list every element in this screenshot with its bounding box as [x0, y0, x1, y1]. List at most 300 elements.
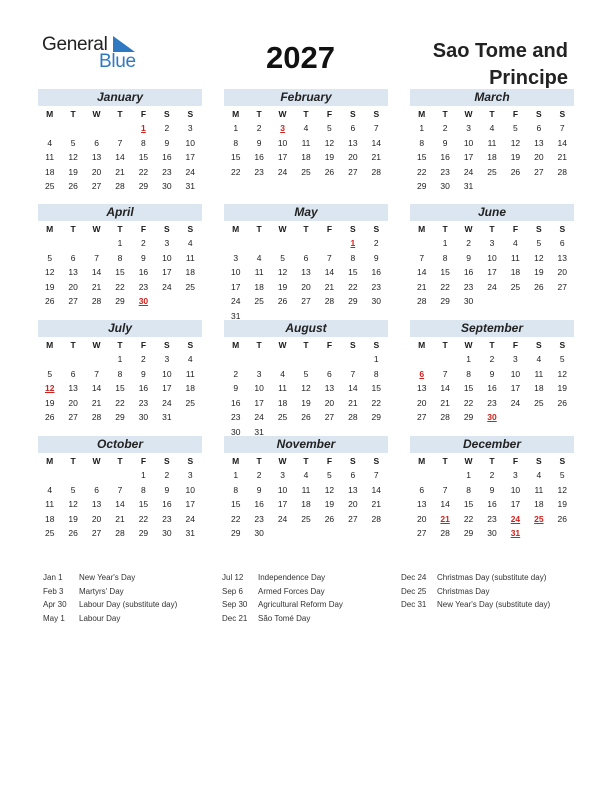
day-cell: 14 — [91, 383, 102, 393]
day-cell: 7 — [350, 368, 356, 379]
day-cell: 29 — [115, 296, 125, 306]
day-cell: 26 — [324, 166, 335, 177]
day-cell: 12 — [277, 267, 288, 277]
day-cell: 16 — [230, 397, 241, 408]
month-may — [224, 204, 388, 324]
weekday-label: M — [46, 340, 54, 350]
holiday-column — [43, 571, 177, 625]
day-cell: 23 — [254, 166, 264, 177]
day-cell: 12 — [557, 368, 568, 379]
day-cell: 28 — [440, 412, 450, 422]
day-cell: 21 — [115, 513, 125, 524]
holiday-entry — [401, 571, 550, 585]
empty-cell — [108, 121, 131, 136]
day-cell: 21 — [91, 281, 102, 292]
day-cell: 4 — [187, 238, 193, 248]
day-cell: 2 — [489, 470, 495, 480]
day-cell: 9 — [233, 383, 239, 393]
day-cell: 29 — [348, 296, 358, 306]
weekday-label: S — [536, 340, 542, 350]
day-cell: 24 — [185, 513, 196, 524]
month-name: May — [224, 204, 388, 221]
day-cell: 13 — [68, 267, 78, 277]
weekday-label: T — [256, 224, 262, 234]
day-cell: 21 — [115, 166, 125, 177]
day-cell: 16 — [162, 152, 172, 162]
day-cell: 16 — [440, 152, 450, 162]
holiday-date: Dec 24 — [401, 573, 427, 582]
day-cell: 6 — [327, 368, 332, 379]
day-cell: 8 — [442, 252, 448, 263]
day-cell: 11 — [301, 137, 311, 148]
month-february — [224, 89, 388, 209]
day-cell: 26 — [301, 412, 311, 422]
day-cell: 3 — [164, 354, 170, 364]
weekday-label: S — [373, 109, 380, 119]
day-cell: 14 — [440, 383, 450, 393]
day-cell: 20 — [348, 499, 358, 509]
day-cell: 19 — [557, 383, 568, 393]
day-cell: 26 — [68, 528, 78, 538]
month-march — [410, 89, 574, 209]
day-cell: 31 — [463, 181, 474, 191]
weekday-label: M — [418, 456, 426, 466]
day-cell: 15 — [416, 152, 427, 162]
day-cell: 16 — [371, 267, 382, 277]
day-cell: 20 — [416, 397, 427, 408]
day-cell: 5 — [70, 137, 76, 148]
day-cell: 25 — [185, 397, 196, 408]
day-cell: 13 — [534, 137, 544, 148]
day-cell: 15 — [371, 383, 382, 393]
day-cell: 22 — [138, 166, 149, 177]
weekday-label: S — [164, 109, 170, 119]
holiday-day: 1 — [350, 238, 356, 248]
day-cell: 14 — [115, 152, 125, 162]
day-grid — [224, 352, 388, 439]
day-cell: 27 — [416, 528, 427, 538]
day-cell: 16 — [463, 267, 474, 277]
empty-cell — [38, 236, 61, 251]
day-cell: 8 — [141, 137, 146, 148]
month-december — [410, 436, 574, 556]
day-cell: 3 — [280, 470, 285, 480]
weekday-label: S — [350, 340, 356, 350]
day-cell: 27 — [91, 181, 102, 191]
weekday-label: T — [442, 224, 448, 234]
day-cell: 13 — [416, 499, 427, 509]
day-cell: 7 — [419, 252, 425, 263]
day-cell: 20 — [324, 397, 335, 408]
day-cell: 19 — [324, 499, 335, 509]
month-name: July — [38, 320, 202, 337]
day-cell: 12 — [68, 499, 78, 509]
day-cell: 8 — [141, 484, 146, 495]
day-cell: 23 — [440, 166, 450, 177]
holiday-column — [222, 571, 343, 625]
day-cell: 20 — [557, 267, 568, 277]
day-cell: 21 — [324, 281, 335, 292]
day-cell: 28 — [440, 528, 450, 538]
day-cell: 18 — [301, 152, 311, 162]
day-cell: 8 — [350, 252, 356, 263]
year-title: 2027 — [266, 40, 335, 75]
day-cell: 14 — [348, 383, 358, 393]
day-cell: 28 — [371, 513, 382, 524]
weekday-label: T — [489, 109, 495, 119]
empty-cell — [341, 352, 364, 367]
day-cell: 5 — [280, 252, 285, 263]
weekday-label: M — [418, 109, 426, 119]
holiday-name: Agricultural Reform Day — [258, 600, 343, 609]
day-cell: 29 — [440, 296, 450, 306]
day-cell: 20 — [348, 152, 358, 162]
day-cell: 14 — [115, 499, 125, 509]
day-cell: 16 — [138, 267, 149, 277]
day-cell: 20 — [416, 513, 427, 524]
empty-cell — [271, 352, 294, 367]
day-cell: 6 — [559, 238, 565, 248]
day-cell: 12 — [301, 383, 311, 393]
day-cell: 18 — [534, 499, 544, 509]
day-cell: 31 — [230, 310, 241, 321]
day-cell: 26 — [44, 296, 55, 306]
day-grid — [224, 468, 388, 541]
day-cell: 6 — [94, 137, 99, 148]
weekday-label: T — [303, 109, 309, 119]
holiday-date: Jan 1 — [43, 573, 63, 582]
day-cell: 18 — [185, 383, 196, 393]
weekday-label: S — [536, 109, 542, 119]
day-cell: 31 — [162, 412, 172, 422]
day-cell: 29 — [371, 412, 382, 422]
weekday-label: T — [70, 456, 76, 466]
day-cell: 20 — [91, 513, 102, 524]
weekday-label: T — [256, 340, 262, 350]
day-cell: 23 — [162, 166, 172, 177]
empty-cell — [271, 236, 294, 251]
holiday-name: São Tomé Day — [258, 613, 311, 623]
day-cell: 6 — [70, 252, 76, 263]
day-cell: 7 — [117, 137, 123, 148]
month-name: January — [38, 89, 202, 106]
weekday-label: W — [278, 224, 287, 234]
day-cell: 22 — [463, 397, 474, 408]
day-cell: 15 — [440, 267, 450, 277]
day-cell: 21 — [371, 499, 382, 509]
day-cell: 15 — [115, 267, 125, 277]
month-april — [38, 204, 202, 324]
day-cell: 11 — [45, 499, 55, 509]
day-cell: 2 — [489, 354, 495, 364]
day-cell: 25 — [185, 281, 196, 292]
day-cell: 8 — [117, 368, 123, 379]
holiday-entry — [43, 571, 177, 585]
day-cell: 11 — [254, 267, 264, 277]
day-cell: 7 — [373, 123, 379, 133]
day-cell: 8 — [466, 484, 471, 495]
day-cell: 11 — [45, 152, 55, 162]
weekday-label: S — [559, 224, 566, 234]
weekday-header — [38, 222, 202, 236]
weekday-label: S — [373, 456, 380, 466]
weekday-label: M — [232, 109, 240, 119]
day-cell: 25 — [301, 166, 311, 177]
day-cell: 26 — [557, 397, 568, 408]
day-cell: 1 — [373, 354, 379, 364]
day-cell: 17 — [277, 499, 288, 509]
day-cell: 5 — [47, 368, 53, 379]
day-cell: 24 — [277, 513, 288, 524]
day-cell: 15 — [348, 267, 358, 277]
day-cell: 17 — [487, 267, 497, 277]
day-cell: 1 — [233, 470, 239, 480]
day-cell: 1 — [419, 123, 425, 133]
day-cell: 7 — [94, 252, 99, 263]
holiday-day: 6 — [419, 368, 425, 379]
month-august — [224, 320, 388, 440]
day-cell: 19 — [510, 152, 521, 162]
day-cell: 2 — [233, 368, 239, 379]
empty-cell — [224, 236, 247, 251]
holiday-day: 31 — [510, 528, 521, 538]
weekday-label: S — [350, 224, 356, 234]
holiday-entry — [401, 585, 550, 599]
day-cell: 17 — [254, 397, 264, 408]
day-cell: 7 — [442, 484, 448, 495]
day-cell: 8 — [419, 137, 425, 148]
holiday-entry — [43, 598, 177, 612]
weekday-label: T — [117, 224, 123, 234]
day-cell: 30 — [254, 528, 264, 538]
day-cell: 8 — [373, 368, 379, 379]
holiday-entry — [222, 571, 343, 585]
empty-cell — [85, 468, 108, 483]
day-cell: 4 — [513, 238, 518, 248]
month-name: December — [410, 436, 574, 453]
day-cell: 10 — [230, 267, 241, 277]
day-cell: 24 — [162, 397, 172, 408]
day-cell: 14 — [371, 137, 382, 148]
day-cell: 4 — [187, 354, 193, 364]
weekday-label: T — [70, 340, 76, 350]
day-cell: 18 — [301, 499, 311, 509]
day-cell: 5 — [513, 123, 518, 133]
day-cell: 20 — [534, 152, 544, 162]
day-cell: 2 — [164, 470, 170, 480]
day-cell: 10 — [510, 484, 521, 495]
weekday-label: W — [278, 340, 287, 350]
day-cell: 29 — [463, 528, 474, 538]
day-cell: 16 — [138, 383, 149, 393]
month-september — [410, 320, 574, 440]
day-cell: 3 — [513, 354, 518, 364]
day-cell: 11 — [487, 137, 497, 148]
day-grid — [38, 352, 202, 425]
weekday-label: T — [489, 456, 495, 466]
day-cell: 29 — [115, 412, 125, 422]
day-cell: 12 — [44, 267, 55, 277]
day-cell: 18 — [185, 267, 196, 277]
day-cell: 13 — [348, 484, 358, 495]
holiday-entry — [222, 585, 343, 599]
day-cell: 28 — [115, 181, 125, 191]
day-cell: 27 — [348, 513, 358, 524]
day-cell: 22 — [138, 513, 149, 524]
holiday-name: Armed Forces Day — [258, 586, 325, 596]
weekday-label: M — [418, 224, 426, 234]
day-cell: 12 — [510, 137, 521, 148]
day-cell: 5 — [327, 123, 332, 133]
day-cell: 13 — [91, 499, 102, 509]
weekday-label: F — [140, 456, 147, 466]
day-cell: 2 — [141, 354, 146, 364]
weekday-label: W — [92, 456, 101, 466]
weekday-label: F — [140, 340, 147, 350]
holiday-day: 3 — [280, 123, 285, 133]
weekday-header — [410, 222, 574, 236]
day-cell: 9 — [466, 252, 471, 263]
day-cell: 30 — [230, 426, 241, 437]
empty-cell — [318, 352, 341, 367]
day-cell: 10 — [510, 368, 521, 379]
day-cell: 10 — [463, 137, 474, 148]
day-cell: 6 — [350, 470, 356, 480]
day-cell: 15 — [230, 499, 241, 509]
holiday-entry — [43, 612, 177, 626]
day-cell: 30 — [487, 528, 497, 538]
weekday-label: F — [326, 456, 333, 466]
day-cell: 13 — [557, 252, 568, 263]
day-cell: 6 — [70, 368, 76, 379]
day-grid — [38, 236, 202, 309]
day-cell: 9 — [489, 484, 495, 495]
holiday-day: 25 — [534, 513, 544, 524]
weekday-label: W — [464, 456, 473, 466]
day-cell: 13 — [91, 152, 102, 162]
weekday-label: S — [559, 109, 566, 119]
weekday-header — [38, 454, 202, 468]
day-cell: 14 — [91, 267, 102, 277]
weekday-label: M — [232, 340, 240, 350]
weekday-label: S — [536, 456, 542, 466]
weekday-label: M — [418, 340, 426, 350]
weekday-label: S — [373, 340, 380, 350]
day-cell: 6 — [350, 123, 356, 133]
weekday-label: W — [92, 340, 101, 350]
day-cell: 27 — [416, 412, 427, 422]
day-cell: 22 — [115, 397, 125, 408]
day-cell: 17 — [510, 383, 521, 393]
day-cell: 17 — [185, 499, 196, 509]
day-cell: 2 — [141, 238, 146, 248]
weekday-label: T — [70, 109, 76, 119]
day-cell: 5 — [327, 470, 332, 480]
weekday-label: W — [278, 456, 287, 466]
day-cell: 10 — [277, 484, 288, 495]
day-cell: 12 — [557, 484, 568, 495]
day-cell: 18 — [510, 267, 521, 277]
day-cell: 16 — [254, 499, 264, 509]
day-cell: 4 — [536, 470, 542, 480]
day-cell: 9 — [164, 484, 170, 495]
weekday-label: F — [326, 224, 333, 234]
empty-cell — [61, 468, 84, 483]
holiday-entry — [222, 612, 343, 626]
day-cell: 7 — [94, 368, 99, 379]
weekday-label: T — [489, 224, 495, 234]
day-cell: 30 — [162, 181, 172, 191]
weekday-header — [224, 107, 388, 121]
day-cell: 21 — [371, 152, 382, 162]
day-cell: 28 — [324, 296, 335, 306]
day-grid — [224, 121, 388, 179]
empty-cell — [85, 352, 108, 367]
day-cell: 15 — [463, 383, 474, 393]
day-cell: 3 — [233, 252, 239, 263]
day-cell: 19 — [534, 267, 544, 277]
weekday-label: S — [350, 456, 356, 466]
day-cell: 15 — [138, 152, 149, 162]
holiday-day: 21 — [440, 513, 450, 524]
holiday-name: Independence Day — [258, 573, 326, 582]
country-line-1: Sao Tome and — [432, 40, 568, 62]
holiday-day: 30 — [487, 412, 497, 422]
day-cell: 28 — [348, 412, 358, 422]
day-cell: 8 — [117, 252, 123, 263]
weekday-label: S — [559, 456, 566, 466]
day-grid — [410, 468, 574, 541]
day-cell: 27 — [324, 412, 335, 422]
holiday-date: Sep 30 — [222, 600, 248, 609]
day-cell: 23 — [162, 513, 172, 524]
logo-word-general: General — [42, 34, 108, 55]
empty-cell — [85, 236, 108, 251]
day-cell: 7 — [117, 484, 123, 495]
day-cell: 20 — [91, 166, 102, 177]
day-cell: 2 — [466, 238, 471, 248]
day-cell: 26 — [324, 513, 335, 524]
empty-cell — [410, 236, 433, 251]
day-cell: 14 — [371, 484, 382, 495]
day-cell: 8 — [466, 368, 471, 379]
day-cell: 27 — [534, 166, 544, 177]
day-cell: 20 — [68, 397, 78, 408]
day-cell: 17 — [185, 152, 196, 162]
holiday-name: New Year's Day — [79, 573, 136, 582]
day-cell: 29 — [463, 412, 474, 422]
day-cell: 25 — [44, 528, 55, 538]
day-cell: 9 — [164, 137, 170, 148]
day-cell: 2 — [256, 470, 262, 480]
holiday-date: Apr 30 — [43, 600, 67, 609]
day-cell: 13 — [301, 267, 311, 277]
day-cell: 26 — [277, 296, 288, 306]
day-cell: 4 — [280, 368, 285, 379]
month-name: February — [224, 89, 388, 106]
day-cell: 10 — [277, 137, 288, 148]
weekday-label: W — [464, 340, 473, 350]
day-cell: 10 — [162, 252, 172, 263]
empty-cell — [247, 352, 270, 367]
day-cell: 31 — [185, 528, 196, 538]
day-cell: 30 — [463, 296, 474, 306]
day-cell: 21 — [416, 281, 427, 292]
day-cell: 18 — [534, 383, 544, 393]
day-cell: 11 — [534, 368, 544, 379]
day-cell: 18 — [487, 152, 497, 162]
weekday-label: F — [512, 340, 519, 350]
